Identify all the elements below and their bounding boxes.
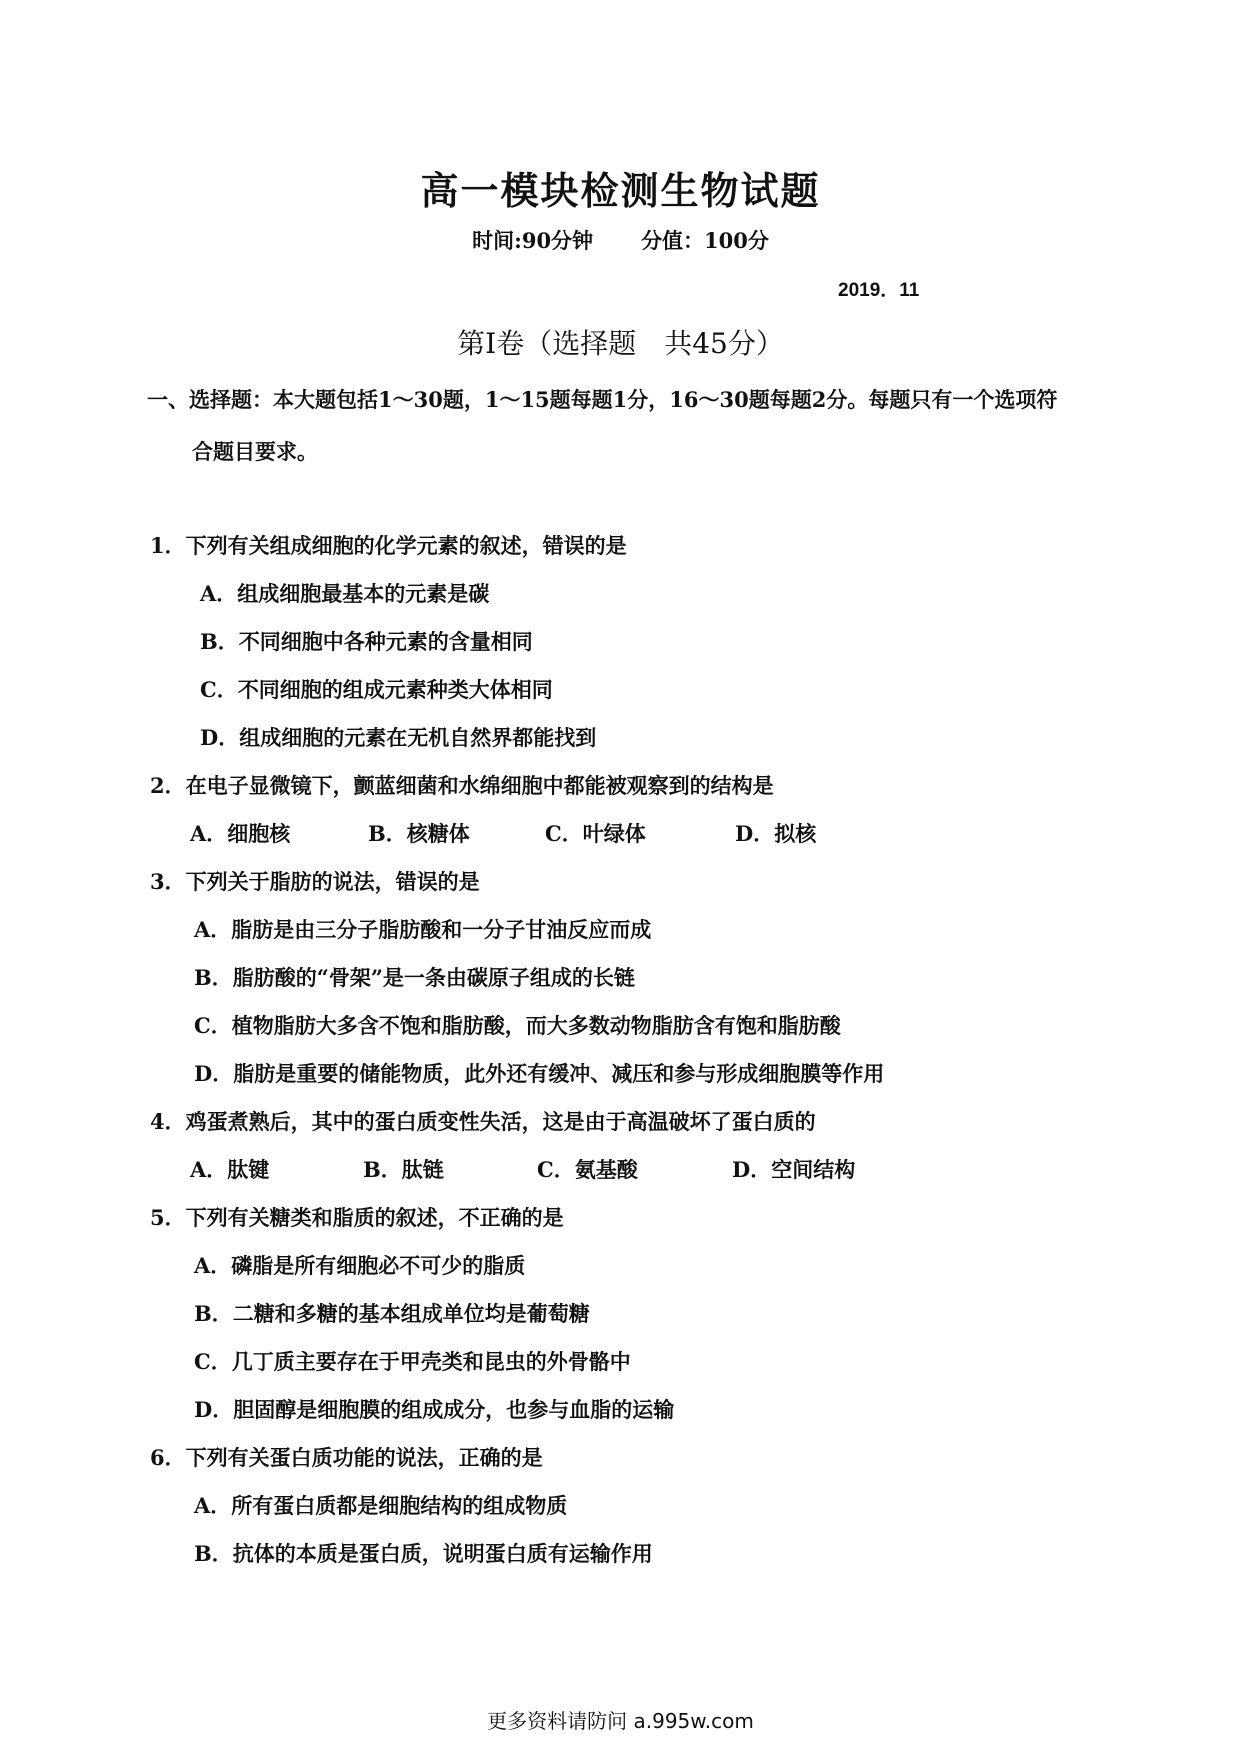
question-option: A．细胞核 [190,821,291,846]
question-option: D．拟核 [735,821,817,846]
question-option: C．氨基酸 [537,1157,638,1182]
question-option: C．叶绿体 [545,821,646,846]
question-option: D．组成细胞的元素在无机自然界都能找到 [200,725,597,750]
question-option: A．肽键 [190,1157,270,1182]
question-stem: 6．下列有关蛋白质功能的说法，正确的是 [150,1445,543,1470]
question-option: A．所有蛋白质都是细胞结构的组成物质 [194,1493,568,1518]
question-option: B．不同细胞中各种元素的含量相同 [200,629,533,654]
section-instructions: 一、选择题：本大题包括1～30题，1～15题每题1分，16～30题每题2分。每题只有一个选项符 [147,387,1058,412]
exam-score: 分值：100分 [641,228,769,253]
question-option: B．二糖和多糖的基本组成单位均是葡萄糖 [194,1301,590,1326]
question-option-row [0,1154,1241,1184]
question-option: A．组成细胞最基本的元素是碳 [200,581,490,606]
part-heading: 第Ⅰ卷（选择题 共45分） [457,327,784,360]
footer-note: 更多资料请防问 a.995w.com [487,1709,754,1733]
question-option: B．抗体的本质是蛋白质，说明蛋白质有运输作用 [194,1541,653,1566]
question-option-row [0,818,1241,848]
exam-meta [0,225,1241,255]
question-option: D．空间结构 [732,1157,856,1182]
question-option: A．脂肪是由三分子脂肪酸和一分子甘油反应而成 [194,917,652,942]
question-option: B．核糖体 [368,821,470,846]
question-stem: 1．下列有关组成细胞的化学元素的叙述，错误的是 [150,533,627,558]
question-stem: 3．下列关于脂肪的说法，错误的是 [150,869,480,894]
question-option: D．脂肪是重要的储能物质，此外还有缓冲、减压和参与形成细胞膜等作用 [194,1061,885,1086]
question-option: B．肽链 [363,1157,444,1182]
question-stem: 2．在电子显微镜下，颤蓝细菌和水绵细胞中都能被观察到的结构是 [150,773,774,798]
page-title: 高一模块检测生物试题 [420,169,821,213]
question-stem: 5．下列有关糖类和脂质的叙述，不正确的是 [150,1205,564,1230]
question-option: A．磷脂是所有细胞必不可少的脂质 [194,1253,526,1278]
question-option: D．胆固醇是细胞膜的组成成分，也参与血脂的运输 [194,1397,675,1422]
exam-time: 时间:90分钟 [472,228,594,253]
question-option: C．不同细胞的组成元素种类大体相同 [200,677,553,702]
question-option: B．脂肪酸的“骨架”是一条由碳原子组成的长链 [194,965,635,990]
question-option: C．植物脂肪大多含不饱和脂肪酸，而大多数动物脂肪含有饱和脂肪酸 [194,1013,841,1038]
section-instructions-cont: 合题目要求。 [192,439,318,464]
question-stem: 4．鸡蛋煮熟后，其中的蛋白质变性失活，这是由于高温破坏了蛋白质的 [150,1109,816,1134]
question-option: C．几丁质主要存在于甲壳类和昆虫的外骨骼中 [194,1349,631,1374]
exam-date: 2019．11 [838,280,920,301]
